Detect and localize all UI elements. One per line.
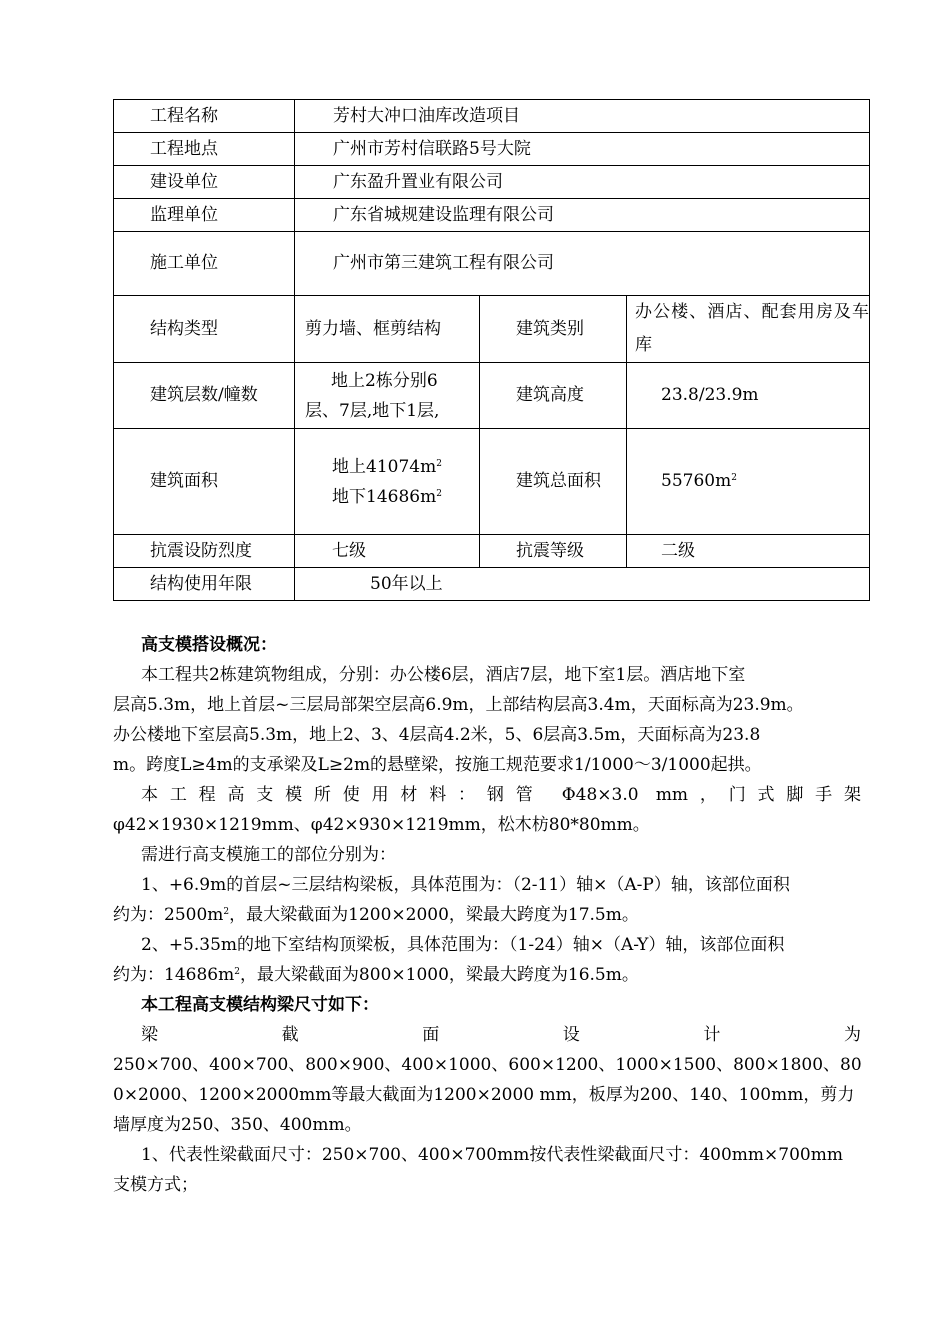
- supervisor-label: 监理单位: [114, 199, 295, 232]
- building-height-label: 建筑高度: [480, 363, 627, 429]
- text-line: 约为：$14686m^2$，最大梁截面为800×1000，梁最大跨度为16.5m。: [113, 965, 639, 985]
- text-line: 本工程共2栋建筑物组成，分别：办公楼6层，酒店7层，地下室1层。酒店地下室: [141, 665, 746, 685]
- table-row: [114, 133, 870, 166]
- body-text: [113, 630, 861, 1200]
- building-category-label: 建筑类别: [480, 296, 627, 363]
- project-location-value: 广州市芳村信联路5号大院: [295, 133, 870, 166]
- paragraph-location-1: [113, 870, 861, 930]
- text-line: 本工程高支模所使用材料：钢管 Φ48×3.0 mm，门式脚手架: [141, 785, 861, 805]
- text-line: 墙厚度为250、350、400mm。: [113, 1115, 362, 1135]
- table-row: [114, 199, 870, 232]
- total-area-label: 建筑总面积: [480, 429, 627, 535]
- project-location-label: 工程地点: [114, 133, 295, 166]
- table-row: [114, 166, 870, 199]
- floors-value-line1: 地上2栋分别6: [331, 370, 438, 391]
- table-row: [114, 296, 870, 363]
- owner-label: 建设单位: [114, 166, 295, 199]
- project-info-table: [113, 99, 870, 601]
- building-category-value: 办公楼、酒店、配套用房及车库: [627, 296, 870, 363]
- owner-value: 广东盈升置业有限公司: [295, 166, 870, 199]
- table-row: [114, 568, 870, 601]
- table-row: [114, 535, 870, 568]
- text-line: φ42×1930×1219mm、φ42×930×1219mm，松木枋80*80mm。: [113, 815, 650, 835]
- floors-value-line2: 层、7层,地下1层,: [305, 400, 440, 421]
- table-row: [114, 100, 870, 133]
- area-above-ground: 地上$41074m^2$: [332, 456, 442, 477]
- text-line: 约为：$2500m^2$，最大梁截面为1200×2000，梁最大跨度为17.5m。: [113, 905, 639, 925]
- paragraph-materials: [113, 780, 861, 840]
- section-heading-beam-sizes: 本工程高支模结构梁尺寸如下：: [141, 995, 379, 1015]
- text-line: 2、+5.35m的地下室结构顶梁板，具体范围为：（1-24）轴×（A-Y）轴，该部位面积: [141, 935, 785, 955]
- area-below-ground: 地下$14686m^2$: [332, 486, 442, 507]
- text-line: 支模方式；: [113, 1175, 198, 1195]
- supervisor-value: 广东省城规建设监理有限公司: [295, 199, 870, 232]
- text-line: 梁截面设计为: [141, 1025, 861, 1045]
- text-line: 层高5.3m，地上首层~三层局部架空层高6.9m，上部结构层高3.4m，天面标高为23.9m。: [113, 695, 804, 715]
- structure-type-label: 结构类型: [114, 296, 295, 363]
- building-area-value: [295, 429, 480, 535]
- text-line: 0×2000、1200×2000mm等最大截面为1200×2000 mm，板厚为200、140、100mm，剪力: [113, 1085, 855, 1105]
- paragraph-beam-sections: [113, 1020, 861, 1140]
- service-life-label: 结构使用年限: [114, 568, 295, 601]
- contractor-value: 广州市第三建筑工程有限公司: [295, 232, 870, 296]
- floors-value: [295, 363, 480, 429]
- text-line: 办公楼地下室层高5.3m，地上2、3、4层高4.2米，5、6层高3.5m，天面标高为23.8: [113, 725, 761, 745]
- contractor-label: 施工单位: [114, 232, 295, 296]
- paragraph-location-2: [113, 930, 861, 990]
- paragraph-locations-intro: 需进行高支模施工的部位分别为：: [141, 845, 396, 865]
- structure-type-value: 剪力墙、框剪结构: [295, 296, 480, 363]
- seismic-intensity-label: 抗震设防烈度: [114, 535, 295, 568]
- text-line: 1、+6.9m的首层~三层结构梁板，具体范围为：（2-11）轴×（A-P）轴，该部位面积: [141, 875, 790, 895]
- section-heading-overview: 高支模搭设概况：: [141, 635, 277, 655]
- paragraph-overview: [113, 660, 861, 780]
- text-line: 250×700、400×700、800×900、400×1000、600×1200、1000×1500、800×1800、80: [113, 1055, 862, 1075]
- seismic-intensity-value: 七级: [295, 535, 480, 568]
- floors-label: 建筑层数/幢数: [114, 363, 295, 429]
- seismic-grade-label: 抗震等级: [480, 535, 627, 568]
- text-line: 1、代表性梁截面尺寸：250×700、400×700mm按代表性梁截面尺寸：400mm×700mm: [141, 1145, 843, 1165]
- table-row: [114, 232, 870, 296]
- service-life-value: 50年以上: [295, 568, 870, 601]
- table-row: [114, 429, 870, 535]
- building-height-value: 23.8/23.9m: [627, 363, 870, 429]
- paragraph-representative-beam: [113, 1140, 861, 1200]
- seismic-grade-value: 二级: [627, 535, 870, 568]
- table-row: [114, 363, 870, 429]
- text-line: m。跨度L≥4m的支承梁及L≥2m的悬壁梁，按施工规范要求1/1000～3/1000起拱。: [113, 755, 762, 775]
- project-name-label: 工程名称: [114, 100, 295, 133]
- building-area-label: 建筑面积: [114, 429, 295, 535]
- total-area-value: $55760m^2$: [627, 429, 870, 535]
- project-name-value: 芳村大冲口油库改造项目: [295, 100, 870, 133]
